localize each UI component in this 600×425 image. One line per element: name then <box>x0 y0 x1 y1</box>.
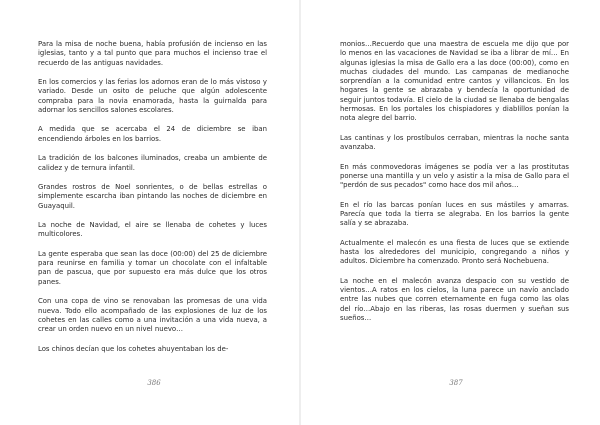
left-paragraph: A medida que se acercaba el 24 de diciembre se iban encendiendo árboles en los barrios. <box>38 125 267 143</box>
left-paragraph: Con una copa de vino se renovaban las promesas de una vida nueva. Todo ello acompañado de las explosiones de luz de los cohetes en las calles como a una invitación a una vida nueva, a crear un orden nuevo en un nivel nuevo… <box>38 297 267 334</box>
left-page-number: 386 <box>147 379 161 387</box>
right-paragraph: La noche en el malecón avanza despacio con su vestido de vientos…A ratos en los cielos, la luna parece un navío anclado entre las nubes que corren eternamente en fuga como las olas del río…Abajo en las riberas, las rosas duermen y sueñan sus sueños… <box>340 276 569 323</box>
left-paragraph: Para la misa de noche buena, había profusión de incienso en las iglesias, tanto y a tal punto que para muchos el incienso trae el recuerdo de las antiguas navidades. <box>38 40 267 67</box>
left-paragraph: Grandes rostros de Noel sonrientes, o de bellas estrellas o simplemente escarcha iban pintando las noches de diciembre en Guayaquil. <box>38 183 267 210</box>
right-paragraph: En el río las barcas ponían luces en sus mástiles y amarras. Parecía que toda la tierra se alegraba. En los barrios la gente salía y se abrazaba. <box>340 200 569 228</box>
right-paragraph: Las cantinas y los prostíbulos cerraban, mientras la noche santa avanzaba. <box>340 133 569 152</box>
right-page-number: 387 <box>449 379 463 387</box>
right-paragraph: En más conmovedoras imágenes se podía ver a las prostitutas ponerse una mantilla y un velo y asistir a la misa de Gallo para el "perdón de sus pecados" como hace dos mil años… <box>340 162 569 190</box>
book-gutter <box>299 0 301 425</box>
left-paragraph: Los chinos decían que los cohetes ahuyentaban los de- <box>38 344 229 353</box>
right-page <box>340 40 569 334</box>
left-paragraph: En los comercios y las ferias los adornos eran de lo más vistoso y variado. Desde un osito de peluche que algún adolescente compraba para la novia enamorada, hasta la guirnalda para adornar los sencillos salones escolares. <box>38 78 267 114</box>
left-paragraph: La tradición de los balcones iluminados, creaba un ambiente de calidez y de ternura infantil. <box>38 154 267 172</box>
right-paragraph: Actualmente el malecón es una fiesta de luces que se extiende hasta los alrededores del municipio, congregando a niños y adultos. Diciembre ha comenzado. Pronto será Nochebuena. <box>340 238 569 266</box>
right-paragraph: monios…Recuerdo que una maestra de escuela me dijo que por lo menos en las vacaciones de Navidad se iba a librar de mí… En algunas iglesias la misa de Gallo era a las doce (00:00), como en muchas ciudades del mundo. Las campanas de medianoche sorprendían a la comunidad entre cantos y villancicos. En los hogares la gente se abrazaba y bendecía la oportunidad de seguir juntos todavía. El cielo de la ciudad se llenaba de bengalas hermosas. En los portales los chispiadores y diablillos ponían la nota alegre del barrio. <box>340 40 569 123</box>
left-paragraph: La noche de Navidad, el aire se llenaba de cohetes y luces multicolores. <box>38 221 267 239</box>
left-paragraph: La gente esperaba que sean las doce (00:00) del 25 de diciembre para reunirse en familia y tomar un chocolate con el infaltable pan de pascua, que por supuesto era más dulce que los otros panes. <box>38 249 267 286</box>
left-page <box>38 40 267 364</box>
